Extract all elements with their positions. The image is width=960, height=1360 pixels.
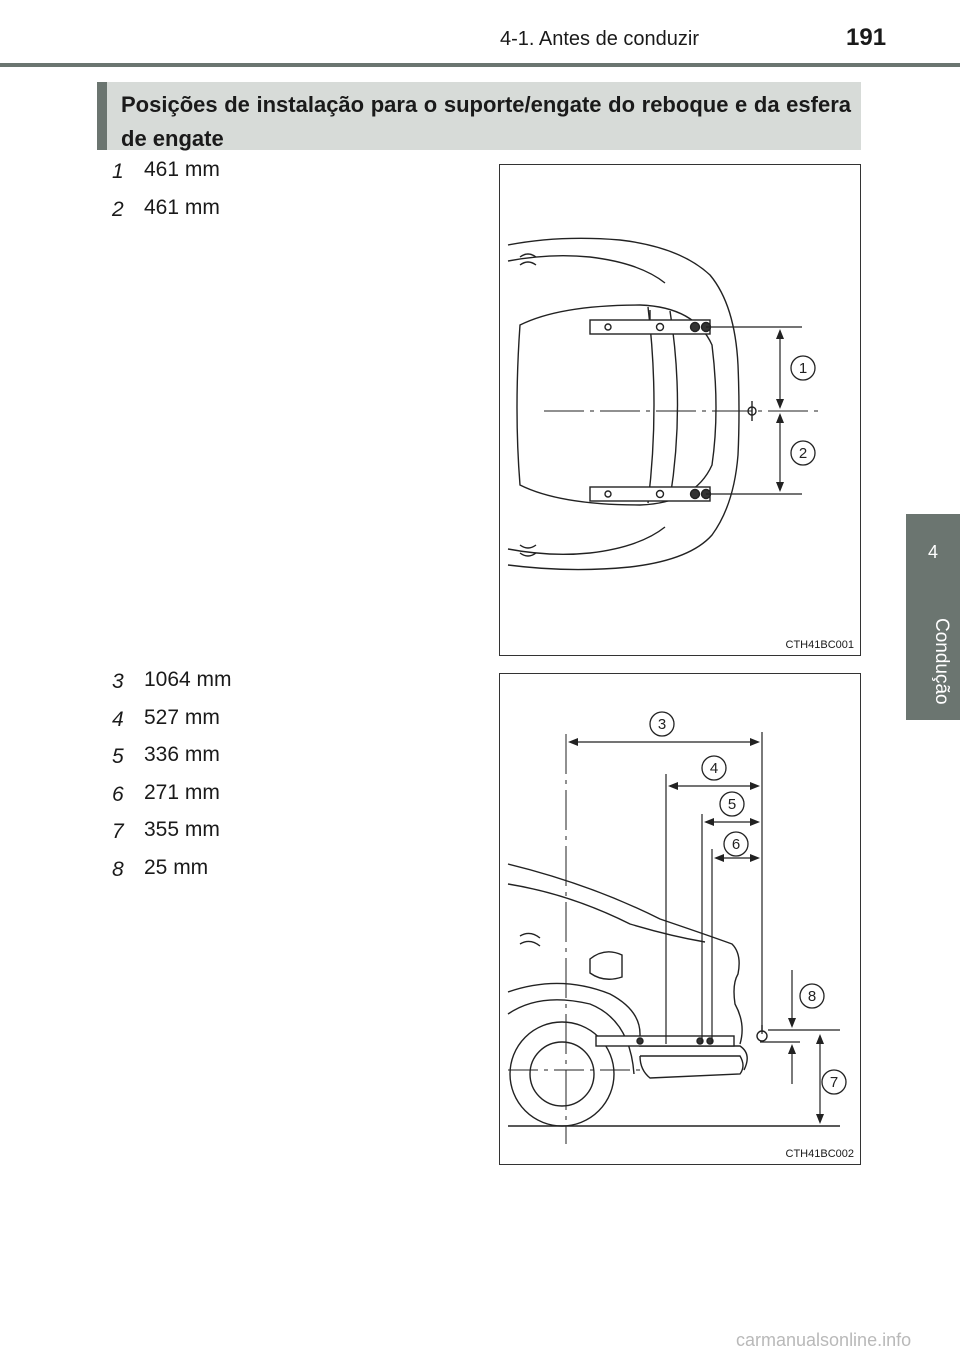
item-number: 5 [112, 745, 124, 768]
item-value: 461 mm [144, 158, 220, 181]
item-number: 2 [112, 198, 124, 221]
item-value: 355 mm [144, 818, 220, 841]
item-number: 3 [112, 670, 124, 693]
figure-top-view [499, 164, 861, 656]
callout-1: 1 [798, 360, 808, 377]
item-value: 1064 mm [144, 668, 232, 691]
section-title: 4-1. Antes de conduzir [500, 28, 700, 50]
chapter-number: 4 [927, 542, 938, 562]
callout-4: 4 [709, 760, 719, 777]
chapter-label: Condução [931, 618, 952, 705]
figure-code: CTH41BC001 [785, 639, 854, 651]
item-number: 1 [112, 160, 124, 183]
figure-code: CTH41BC002 [785, 1148, 854, 1160]
section-heading-box [97, 82, 861, 150]
item-number: 8 [112, 858, 124, 881]
callout-5: 5 [727, 796, 737, 813]
page-number: 191 [846, 24, 887, 51]
header-divider [0, 63, 960, 67]
chapter-tab[interactable] [906, 514, 960, 598]
callout-8: 8 [807, 988, 817, 1005]
item-value: 271 mm [144, 781, 220, 804]
rear-top-view-diagram [500, 165, 859, 654]
callout-7: 7 [829, 1074, 839, 1091]
item-value: 527 mm [144, 706, 220, 729]
callout-6: 6 [731, 836, 741, 853]
item-number: 6 [112, 783, 124, 806]
chapter-label-strip [906, 598, 960, 720]
item-value: 461 mm [144, 196, 220, 219]
item-value: 25 mm [144, 856, 209, 879]
figure-side-view [499, 673, 861, 1165]
item-value: 336 mm [144, 743, 220, 766]
item-number: 7 [112, 820, 124, 843]
callout-3: 3 [657, 716, 667, 733]
item-number: 4 [112, 708, 124, 731]
section-heading: Posições de instalação para o suporte/engate do reboque e da esfera de engate [121, 92, 851, 151]
watermark: carmanualsonline.info [736, 1330, 912, 1350]
rear-side-view-diagram [500, 674, 859, 1163]
callout-2: 2 [798, 445, 808, 462]
